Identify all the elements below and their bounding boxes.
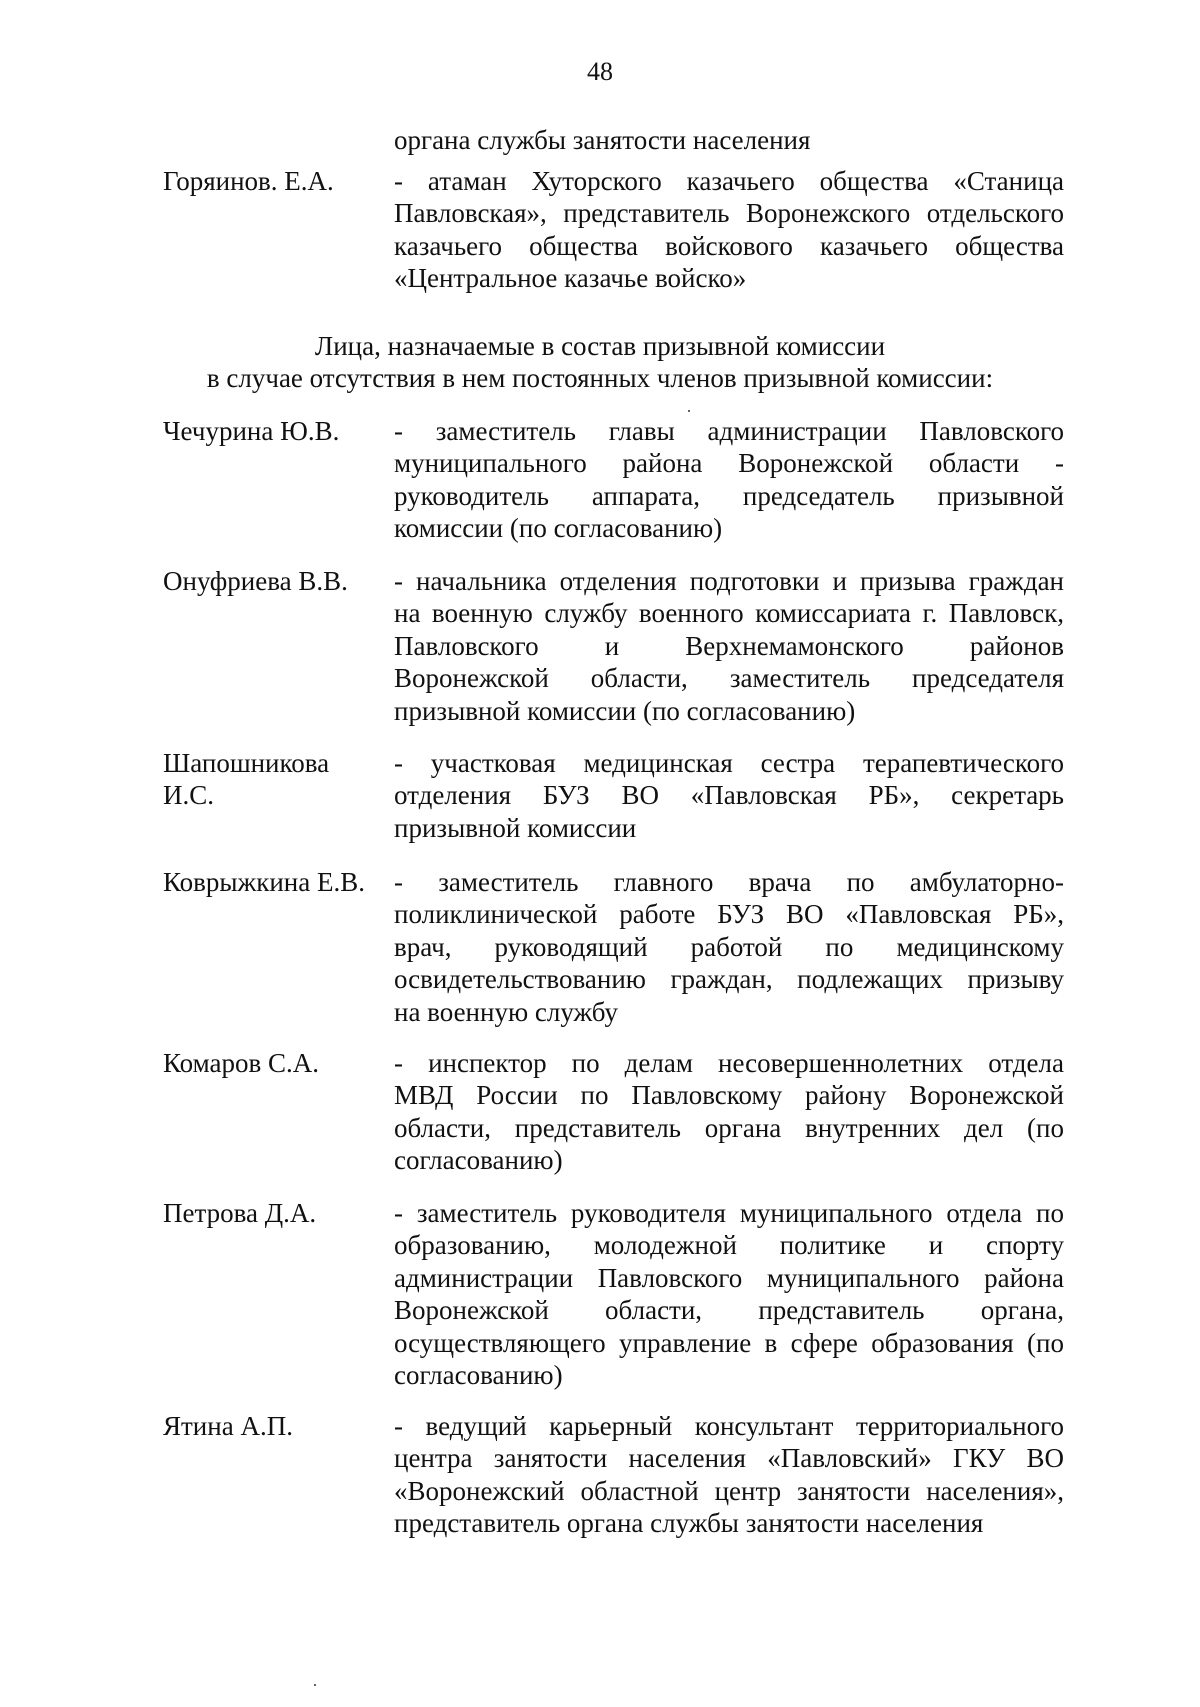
member-name: Ятина А.П. <box>163 1411 293 1441</box>
description-line: - инспектор по делам несовершеннолетних отдела <box>394 1048 1064 1078</box>
description-line: казачьего общества войскового казачьего общества <box>394 230 1064 261</box>
scan-speck <box>314 1684 316 1686</box>
heading-line: Лица, назначаемые в состав призывной комиссии <box>314 331 886 361</box>
description-line: на военную службу <box>394 996 618 1027</box>
member-name: Онуфриева В.В. <box>163 566 348 596</box>
description-line: муниципального района Воронежской области - <box>394 448 1064 479</box>
description-line: - заместитель главного врача по амбулаторно- <box>394 867 1064 897</box>
page-number: 48 <box>587 57 613 86</box>
description-line: Воронежской области, заместитель председателя <box>394 663 1064 694</box>
member-name: Комаров С.А. <box>163 1048 320 1078</box>
description-line: - начальника отделения подготовки и призыва граждан <box>394 566 1064 596</box>
member-description <box>394 866 1064 1028</box>
description-line: руководитель аппарата, председатель призывной <box>394 480 1064 511</box>
description-line: - заместитель главы администрации Павловского <box>394 416 1064 446</box>
description-line: «Воронежский областной центр занятости населения», <box>394 1475 1064 1506</box>
description-line: Павловская», представитель Воронежского отдельского <box>394 198 1064 229</box>
description-line: центра занятости населения «Павловский» ГКУ ВО <box>394 1443 1064 1474</box>
description-line: согласованию) <box>394 1145 563 1176</box>
description-line: образованию, молодежной политике и спорту <box>394 1230 1064 1261</box>
member-name: Чечурина Ю.В. <box>163 416 340 446</box>
member-description <box>394 415 1064 545</box>
description-line: призывной комиссии (по согласованию) <box>394 695 856 726</box>
description-line: - ведущий карьерный консультант территориального <box>394 1411 1064 1441</box>
description-line: осуществляющего управление в сфере образования (по <box>394 1327 1064 1358</box>
member-description <box>394 1047 1064 1177</box>
member-description <box>394 1410 1064 1540</box>
member-name: Шапошникова И.С. <box>163 748 330 811</box>
description-line: представитель органа службы занятости населения <box>394 1508 984 1539</box>
description-line: на военную службу военного комиссариата г. Павловск, <box>394 598 1064 629</box>
description-line: области, представитель органа внутренних дел (по <box>394 1112 1064 1143</box>
description-line: согласованию) <box>394 1360 563 1391</box>
description-line: администрации Павловского муниципального района <box>394 1262 1064 1293</box>
description-line: врач, руководящий работой по медицинскому <box>394 931 1064 962</box>
heading-line: в случае отсутствия в нем постоянных членов призывной комиссии: <box>206 363 994 394</box>
description-line: освидетельствованию граждан, подлежащих призыву <box>394 964 1064 995</box>
scan-speck <box>688 410 690 412</box>
description-line: комиссии (по согласованию) <box>394 513 723 544</box>
description-line: призывной комиссии <box>394 812 637 843</box>
description-line: Павловского и Верхнемамонского районов <box>394 630 1064 661</box>
member-description <box>394 1197 1064 1391</box>
description-line: - атаман Хуторского казачьего общества «Станица <box>394 166 1064 196</box>
member-description <box>394 565 1064 727</box>
section-heading <box>0 330 1200 395</box>
description-line: отделения БУЗ ВО «Павловская РБ», секретарь <box>394 780 1064 811</box>
description-line: - участковая медицинская сестра терапевтического <box>394 748 1064 778</box>
member-name: Петрова Д.А. <box>163 1198 317 1228</box>
member-name: Коврыжкина Е.В. <box>163 867 365 897</box>
continuation-line: органа службы занятости населения <box>394 125 811 155</box>
description-line: МВД России по Павловскому району Воронежской <box>394 1080 1064 1111</box>
description-line: «Центральное казачье войско» <box>394 263 747 294</box>
member-name: Горяинов. Е.А. <box>163 166 334 196</box>
member-description <box>394 747 1064 844</box>
member-description <box>394 165 1064 295</box>
description-line: поликлинической работе БУЗ ВО «Павловская РБ», <box>394 899 1064 930</box>
description-line: - заместитель руководителя муниципального отдела по <box>394 1198 1064 1228</box>
description-line: Воронежской области, представитель органа, <box>394 1295 1064 1326</box>
